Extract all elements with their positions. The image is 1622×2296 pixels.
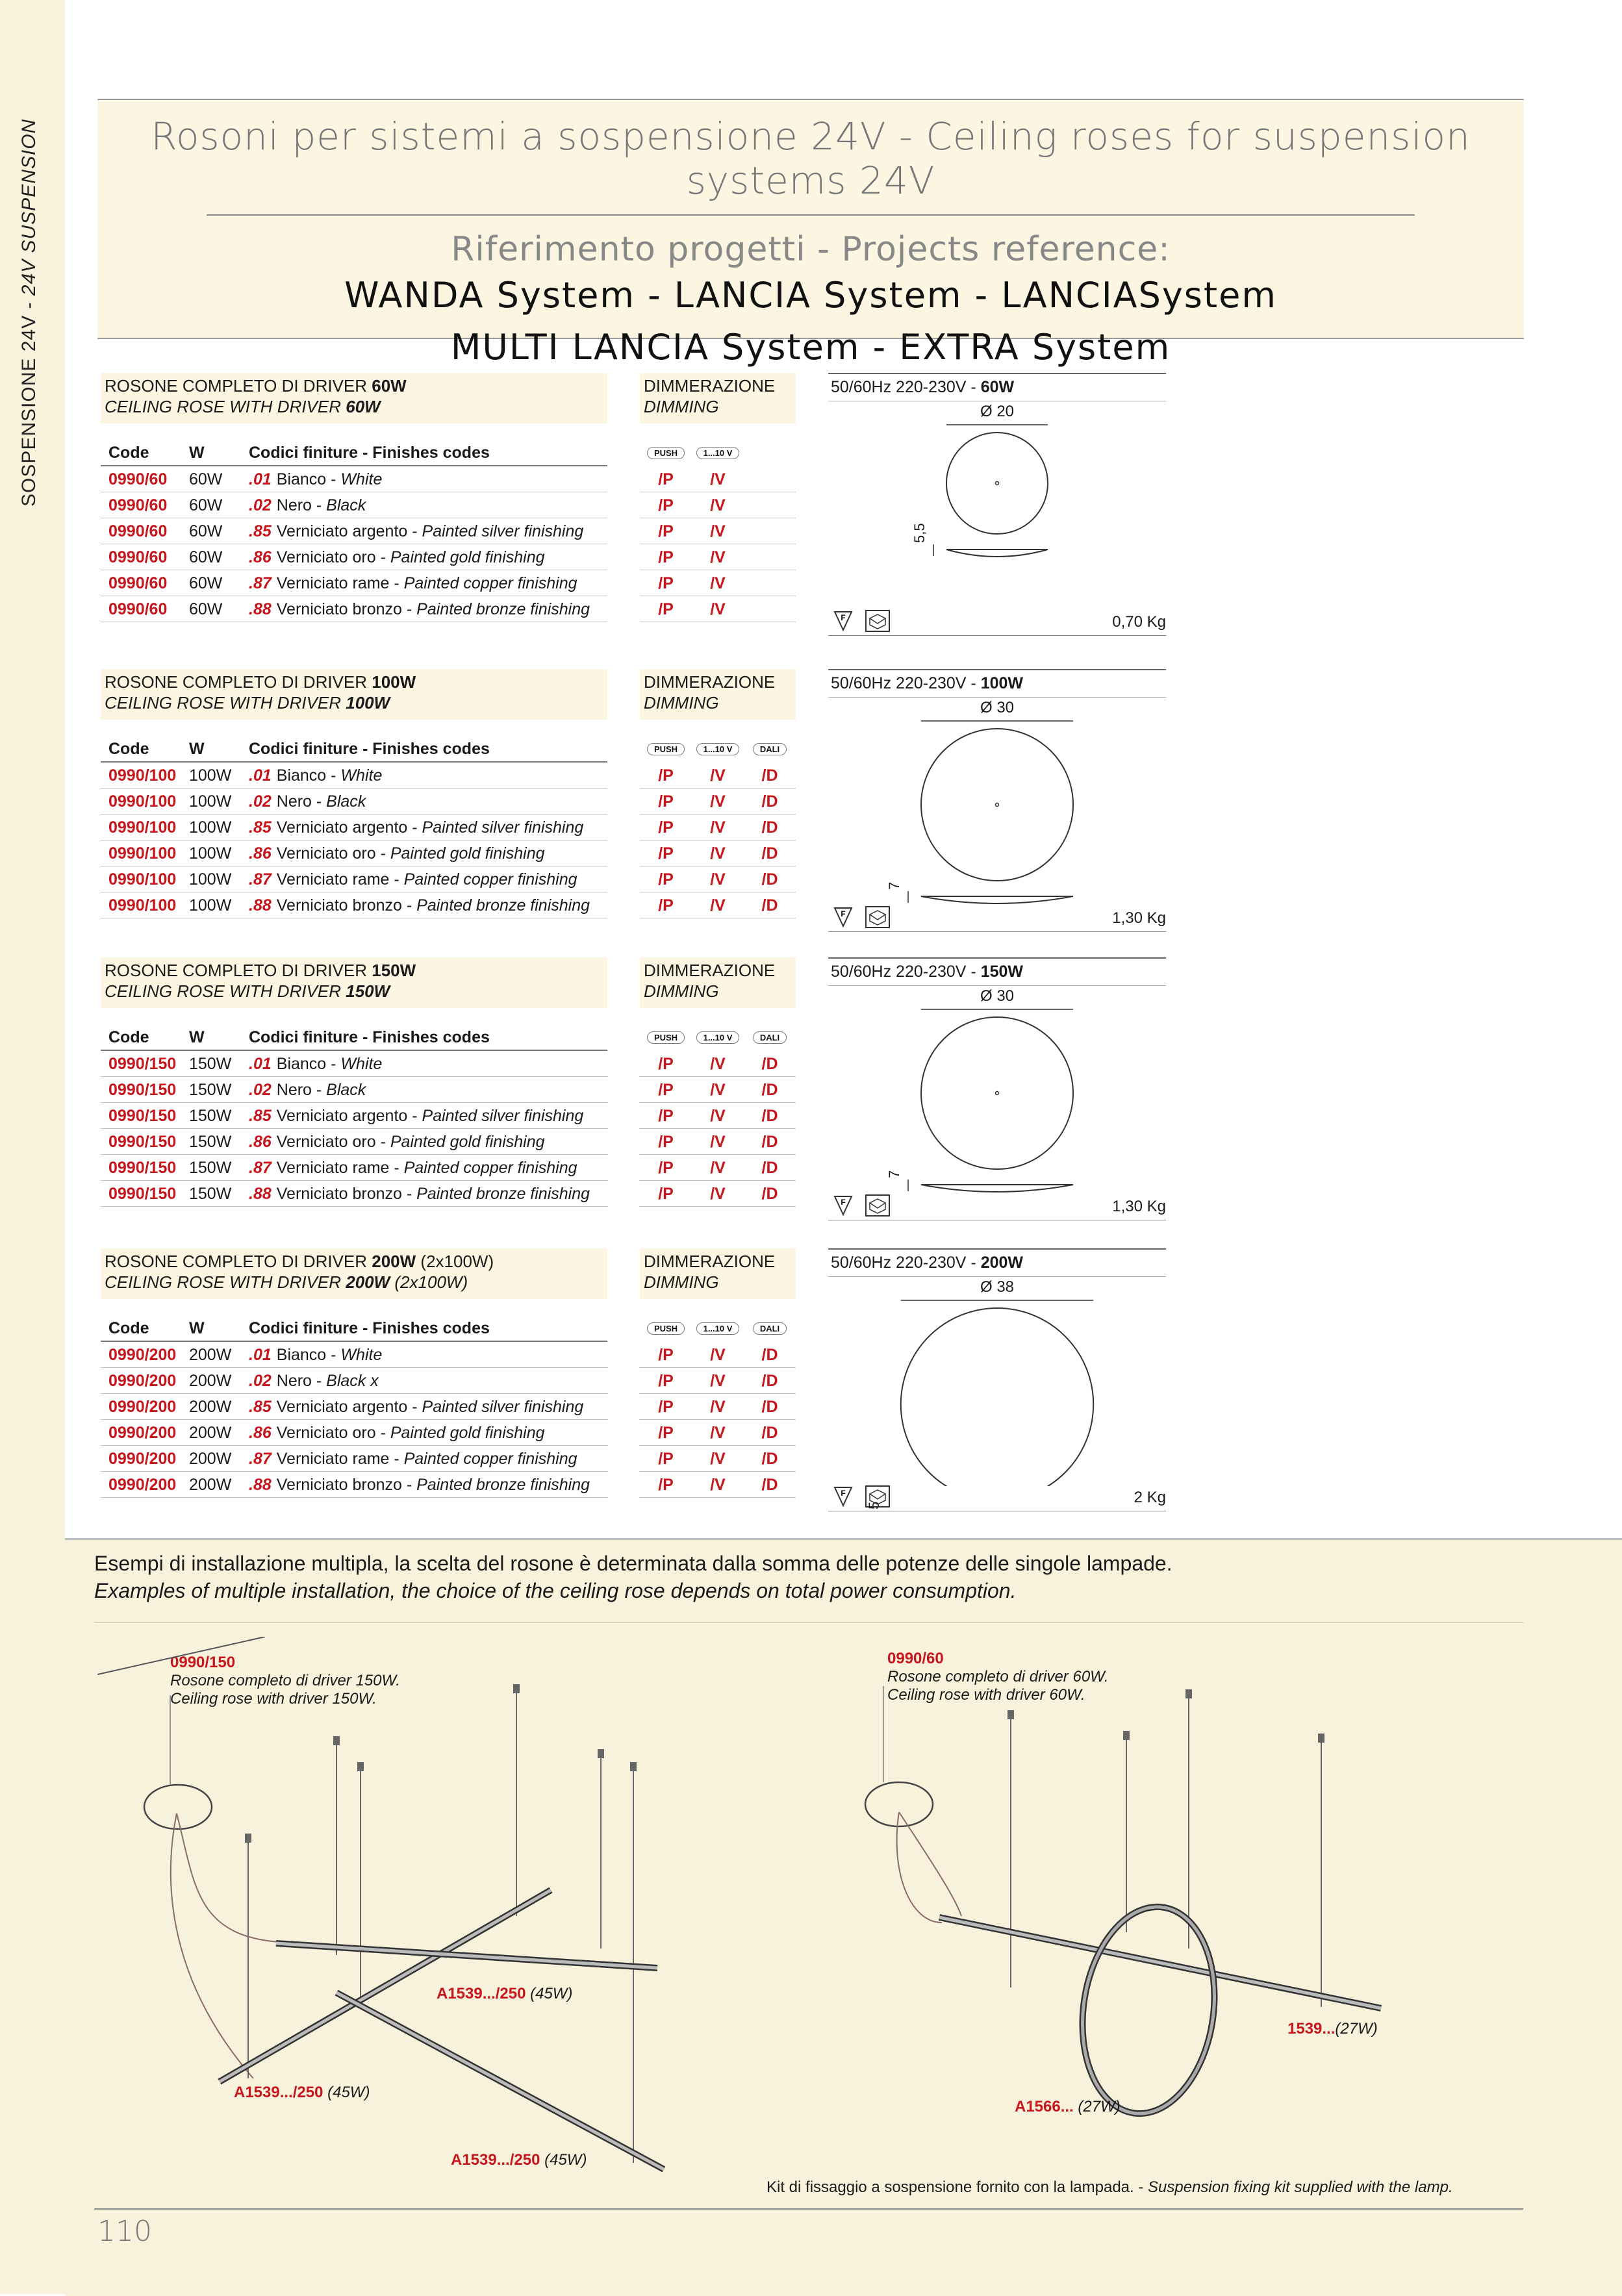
dimming-row: /P /V /D [640, 1394, 796, 1420]
table-row: 0990/60 60W .88 Verniciato bronzo - Painted bronze finishing [101, 596, 607, 622]
right-lamp-label-1: 1539...(27W) [1287, 2020, 1378, 2037]
left-lamp-label-3: A1539.../250 (45W) [451, 2151, 587, 2169]
dimming-row: /P /V /D [640, 788, 796, 814]
examples-caption-en: Examples of multiple installation, the choice of the ceiling rose depends on total power consumption. [94, 1579, 1017, 1602]
dimming-title: DIMMERAZIONE DIMMING [640, 373, 796, 423]
table-row: 0990/100 100W .85 Verniciato argento - Painted silver finishing [101, 814, 607, 840]
dimming-row: /P /V /D [640, 892, 796, 918]
footer-divider [94, 2208, 1523, 2210]
spec-electrical: 50/60Hz 220-230V - 100W [828, 669, 1166, 698]
table-row: 0990/150 150W .02 Nero - Black [101, 1077, 607, 1103]
table-row: 0990/100 100W .02 Nero - Black [101, 788, 607, 814]
dimming-row: /P /V [640, 570, 796, 596]
dimming-row: /P /V /D [640, 1342, 796, 1368]
table-row: 0990/100 100W .87 Verniciato rame - Painted copper finishing [101, 866, 607, 892]
dimming-row: /P /V /D [640, 1181, 796, 1207]
weight-label: 1,30 Kg [1112, 1198, 1166, 1215]
side-label: SOSPENSIONE 24V - 24V SUSPENSION [18, 118, 40, 507]
kit-note: Kit di fissaggio a sospensione fornito con la lampada. - Suspension fixing kit supplied with the lamp. [767, 2178, 1453, 2196]
dimming-row: /P /V /D [640, 1368, 796, 1394]
diameter-label: Ø 38 [980, 1278, 1015, 1296]
dimming-row: /P /V /D [640, 1472, 796, 1498]
table-row: 0990/200 200W .02 Nero - Black x [101, 1368, 607, 1394]
push-badge: PUSH [647, 1322, 685, 1335]
dimming-row: /P /V /D [640, 1051, 796, 1077]
right-rose-code: 0990/60 [887, 1650, 944, 1667]
systems-line-1: WANDA System - LANCIA System - LANCIASystem [344, 275, 1277, 316]
1-10v-badge: 1...10 V [696, 1031, 740, 1044]
table-header: Code W Codici finiture - Finishes codes [101, 1311, 607, 1342]
table-row: 0990/150 150W .86 Verniciato oro - Painted gold finishing [101, 1129, 607, 1155]
dimming-row: /P /V /D [640, 866, 796, 892]
table-row: 0990/100 100W .86 Verniciato oro - Painted gold finishing [101, 840, 607, 866]
weight-label: 1,30 Kg [1112, 909, 1166, 927]
table-row: 0990/60 60W .85 Verniciato argento - Painted silver finishing [101, 518, 607, 544]
height-label: 5,5 [911, 523, 928, 543]
dimming-row: /P /V /D [640, 1129, 796, 1155]
examples-caption-it: Esempi di installazione multipla, la scelta del rosone è determinata dalla somma delle potenze delle singole lampade. [94, 1552, 1172, 1575]
spec-electrical: 50/60Hz 220-230V - 60W [828, 373, 1166, 401]
table-row: 0990/200 200W .87 Verniciato rame - Painted copper finishing [101, 1446, 607, 1472]
1-10v-badge: 1...10 V [696, 743, 740, 755]
block-title: ROSONE COMPLETO DI DRIVER 150W CEILING ROSE WITH DRIVER 150W [101, 957, 607, 1008]
table-row: 0990/150 150W .01 Bianco - White [101, 1051, 607, 1077]
dali-badge: DALI [753, 1031, 787, 1044]
svg-text:F: F [841, 613, 846, 622]
left-rose-code: 0990/150 [170, 1654, 236, 1671]
table-row: 0990/150 150W .88 Verniciato bronzo - Painted bronze finishing [101, 1181, 607, 1207]
dimming-row: /P /V [640, 518, 796, 544]
table-row: 0990/60 60W .86 Verniciato oro - Painted gold finishing [101, 544, 607, 570]
1-10v-badge: 1...10 V [696, 447, 740, 459]
block-title: ROSONE COMPLETO DI DRIVER 60W CEILING ROSE WITH DRIVER 60W [101, 373, 607, 423]
table-row: 0990/200 200W .86 Verniciato oro - Painted gold finishing [101, 1420, 607, 1446]
page-title: Rosoni per sistemi a sospensione 24V - Ceiling roses for suspension systems 24V [151, 114, 1471, 203]
table-header: Code W Codici finiture - Finishes codes [101, 435, 607, 466]
table-row: 0990/200 200W .88 Verniciato bronzo - Painted bronze finishing [101, 1472, 607, 1498]
right-rose-label [887, 1650, 1109, 1704]
table-row: 0990/60 60W .02 Nero - Black [101, 492, 607, 518]
dali-badge: DALI [753, 743, 787, 755]
svg-text:F: F [841, 909, 846, 918]
dimming-title: DIMMERAZIONE DIMMING [640, 669, 796, 720]
height-label: 5 [865, 1502, 882, 1510]
dimming-row: /P /V /D [640, 814, 796, 840]
systems-line-2: MULTI LANCIA System - EXTRA System [450, 327, 1171, 368]
weight-label: 0,70 Kg [1112, 613, 1166, 631]
push-badge: PUSH [647, 743, 685, 755]
dimming-row: /P /V /D [640, 1103, 796, 1129]
dimming-row: /P /V /D [640, 1155, 796, 1181]
table-row: 0990/200 200W .85 Verniciato argento - Painted silver finishing [101, 1394, 607, 1420]
dimming-row: /P /V /D [640, 1077, 796, 1103]
svg-text:F: F [841, 1489, 846, 1498]
left-lamp-label-2: A1539.../250 (45W) [234, 2084, 370, 2101]
1-10v-badge: 1...10 V [696, 1322, 740, 1335]
svg-text:F: F [841, 1198, 846, 1207]
dimming-title: DIMMERAZIONE DIMMING [640, 957, 796, 1008]
dimming-row: /P /V [640, 492, 796, 518]
right-rose-desc-en: Ceiling rose with driver 60W. [887, 1686, 1085, 1704]
table-row: 0990/150 150W .85 Verniciato argento - Painted silver finishing [101, 1103, 607, 1129]
table-row: 0990/100 100W .88 Verniciato bronzo - Painted bronze finishing [101, 892, 607, 918]
dali-badge: DALI [753, 1322, 787, 1335]
left-rose-desc-en: Ceiling rose with driver 150W. [170, 1690, 377, 1708]
diameter-label: Ø 30 [980, 699, 1015, 716]
dimming-row: /P /V /D [640, 840, 796, 866]
table-row: 0990/60 60W .01 Bianco - White [101, 466, 607, 492]
dimming-row: /P /V /D [640, 763, 796, 788]
weight-label: 2 Kg [1134, 1489, 1166, 1506]
right-rose-desc-it: Rosone completo di driver 60W. [887, 1668, 1109, 1685]
table-header: Code W Codici finiture - Finishes codes [101, 1020, 607, 1051]
diameter-label: Ø 30 [980, 987, 1015, 1005]
table-header: Code W Codici finiture - Finishes codes [101, 731, 607, 763]
dimming-row: /P /V [640, 466, 796, 492]
table-row: 0990/150 150W .87 Verniciato rame - Painted copper finishing [101, 1155, 607, 1181]
left-lamp-label-1: A1539.../250 (45W) [437, 1985, 573, 2002]
spec-electrical: 50/60Hz 220-230V - 200W [828, 1248, 1166, 1277]
dimming-row: /P /V [640, 544, 796, 570]
dimming-row: /P /V /D [640, 1446, 796, 1472]
diameter-label: Ø 20 [980, 403, 1015, 420]
push-badge: PUSH [647, 1031, 685, 1044]
height-label: 7 [886, 1170, 902, 1178]
push-badge: PUSH [647, 447, 685, 459]
table-row: 0990/100 100W .01 Bianco - White [101, 763, 607, 788]
dimming-title: DIMMERAZIONE DIMMING [640, 1248, 796, 1299]
block-title: ROSONE COMPLETO DI DRIVER 200W (2x100W) CEILING ROSE WITH DRIVER 200W (2x100W) [101, 1248, 607, 1299]
height-label: 7 [886, 881, 902, 890]
dimming-row: /P /V [640, 596, 796, 622]
projects-reference: Riferimento progetti - Projects reference: [451, 230, 1171, 269]
dimming-row: /P /V /D [640, 1420, 796, 1446]
table-row: 0990/60 60W .87 Verniciato rame - Painted copper finishing [101, 570, 607, 596]
spec-electrical: 50/60Hz 220-230V - 150W [828, 957, 1166, 986]
block-title: ROSONE COMPLETO DI DRIVER 100W CEILING ROSE WITH DRIVER 100W [101, 669, 607, 720]
page-number: 110 [97, 2215, 152, 2248]
table-row: 0990/200 200W .01 Bianco - White [101, 1342, 607, 1368]
left-rose-desc-it: Rosone completo di driver 150W. [170, 1672, 400, 1689]
right-lamp-label-2: A1566... (27W) [1015, 2098, 1121, 2115]
